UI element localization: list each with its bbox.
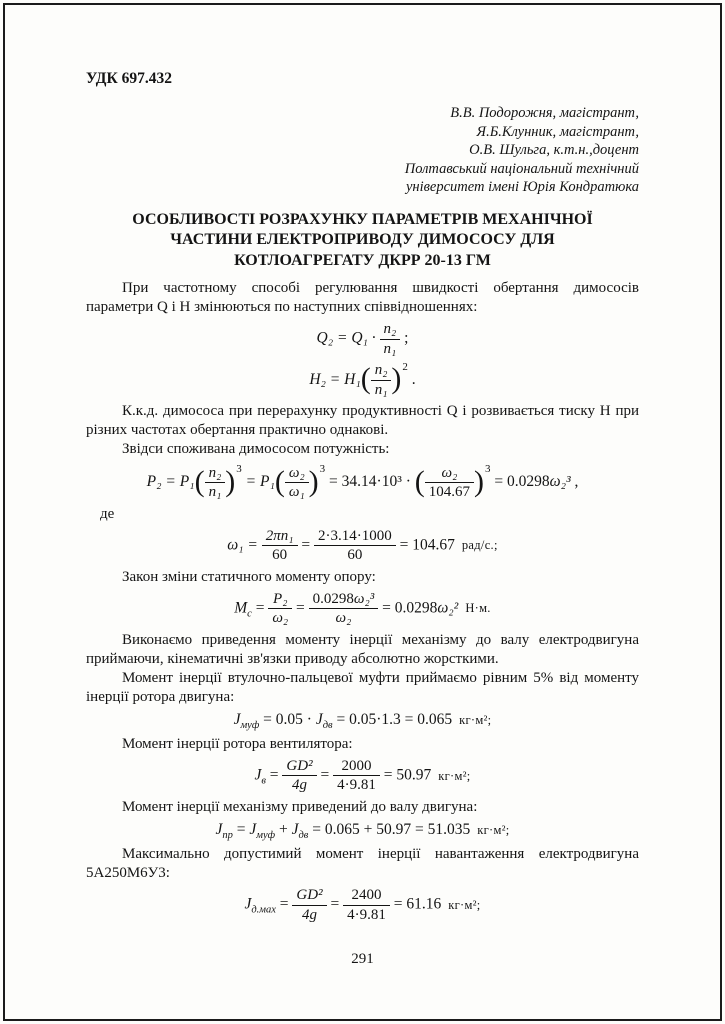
- affiliation-line: університет імені Юрія Кондратюка: [405, 179, 639, 195]
- title-line: КОТЛОАГРЕГАТУ ДКРР 20-13 ГМ: [234, 251, 491, 269]
- math-token: n₁: [371, 380, 392, 399]
- math-token: = 0.05 ·: [259, 710, 316, 728]
- paper-title: [86, 210, 639, 272]
- subscript: муф: [256, 830, 276, 842]
- paragraph-power-lead: Звідси споживана димососом потужність:: [122, 441, 390, 458]
- math-token: n₂: [208, 464, 222, 481]
- formula-h-ratio: [86, 361, 639, 398]
- formula-coupling-inertia: [86, 711, 639, 731]
- math-token: J: [315, 710, 323, 728]
- math-token: M: [234, 599, 248, 617]
- math-token: GD²: [296, 887, 323, 904]
- fraction: [371, 362, 392, 398]
- math-token: ω₁: [285, 482, 309, 501]
- math-token: =: [275, 895, 293, 913]
- units-label: кг·м²;: [448, 897, 481, 912]
- fraction: [314, 528, 396, 564]
- math-token: J: [254, 766, 262, 784]
- math-token: ;: [400, 329, 409, 347]
- formula-fan-inertia: [86, 758, 639, 794]
- math-token: = 104.67: [395, 536, 455, 554]
- math-token: n₁: [380, 339, 401, 358]
- math-token: GD²: [286, 757, 313, 774]
- open-paren: (: [194, 464, 205, 498]
- fraction: [205, 465, 226, 501]
- subscript: в: [261, 775, 266, 787]
- math-token: Q₂ = Q₁ ·: [316, 329, 380, 347]
- units-label: кг·м²;: [459, 712, 492, 727]
- affiliation-line: Полтавський національний технічний: [404, 160, 639, 177]
- open-paren: (: [414, 464, 425, 498]
- close-paren: ): [474, 464, 485, 498]
- subscript: д.мах: [251, 904, 276, 916]
- fraction: [268, 591, 292, 627]
- subscript: пр: [222, 830, 233, 842]
- math-token: = 0.05·1.3 = 0.065: [332, 710, 453, 728]
- author-line: Я.Б.Клунник, магістрант,: [476, 123, 639, 140]
- fraction: [292, 887, 326, 923]
- page-number: 291: [351, 951, 374, 967]
- subscript: дв: [322, 719, 333, 731]
- math-token: 104.67: [425, 482, 474, 501]
- formula-reduced-inertia: [86, 821, 639, 841]
- math-token: =: [251, 599, 269, 617]
- math-token: =: [232, 820, 250, 838]
- author-line: В.В. Подорожня, магістрант,: [450, 105, 639, 121]
- math-token: =: [326, 895, 344, 913]
- open-paren: (: [360, 362, 371, 396]
- math-token: 0.0298: [312, 590, 354, 607]
- exponent: 3: [319, 463, 326, 476]
- fraction: [309, 591, 379, 627]
- math-token: ω₂³: [353, 590, 375, 607]
- paragraph-where: де: [100, 505, 115, 522]
- fraction: [343, 887, 390, 923]
- math-token: = 61.16: [389, 895, 442, 913]
- math-token: = 34.14·10³ ·: [325, 473, 415, 491]
- formula-q-ratio: [86, 321, 639, 357]
- math-token: =: [316, 766, 334, 784]
- fraction: [425, 465, 474, 501]
- math-token: J: [244, 895, 252, 913]
- math-token: 2000: [341, 757, 372, 774]
- math-token: P₂: [273, 590, 288, 607]
- paragraph-intro: При частотному способі регулювання швидкості обертання димососів параметри Q і Н змінюються по наступних співвідношеннях:: [86, 280, 639, 315]
- math-token: n₂: [374, 362, 388, 379]
- units-label: рад/с.;: [461, 538, 498, 553]
- fraction: [333, 758, 380, 794]
- math-token: 60: [262, 545, 298, 564]
- authors-block: [86, 104, 639, 197]
- close-paren: ): [391, 362, 402, 396]
- math-token: = 0.0298: [490, 473, 550, 491]
- units-label: кг·м²;: [477, 822, 510, 837]
- math-token: ω₂: [309, 608, 379, 627]
- math-token: ω₂: [268, 608, 292, 627]
- math-token: .: [407, 371, 416, 388]
- fraction: [380, 321, 401, 357]
- math-token: =: [265, 766, 283, 784]
- close-paren: ): [225, 464, 236, 498]
- title-line: ЧАСТИНИ ЕЛЕКТРОПРИВОДУ ДИМОСОСУ ДЛЯ: [170, 231, 555, 248]
- math-token: J: [249, 820, 257, 838]
- subscript: с: [247, 608, 252, 620]
- exponent: 2: [402, 361, 408, 373]
- units-label: Н·м.: [465, 601, 491, 616]
- paragraph-fan-inertia-lead: Момент інерції ротора вентилятора:: [122, 735, 353, 752]
- formula-max-inertia: [86, 887, 639, 923]
- math-token: 4·9.81: [343, 905, 390, 924]
- exponent: 3: [485, 463, 491, 476]
- math-token: =: [292, 599, 309, 617]
- math-token: n₁: [205, 482, 226, 501]
- math-token: 2·3.14·1000: [318, 527, 392, 544]
- subscript: муф: [240, 719, 260, 731]
- math-token: 2πn₁: [265, 527, 294, 544]
- math-token: ω₁ =: [227, 536, 262, 554]
- paragraph-reduction: Виконаємо приведення моменту інерції механізму до валу електродвигуна приймаючи, кінематичні зв'язки приводу абсолютно жорсткими.: [86, 631, 639, 667]
- math-token: =: [297, 536, 314, 554]
- math-token: 60: [314, 545, 396, 564]
- formula-power: [86, 463, 639, 500]
- math-token: ω₂: [441, 464, 458, 481]
- math-token: J: [233, 710, 241, 728]
- units-label: кг·м²;: [438, 768, 471, 783]
- title-line: ОСОБЛИВОСТІ РОЗРАХУНКУ ПАРАМЕТРІВ МЕХАНІЧНОЇ: [132, 210, 593, 228]
- math-token: H₂ = H₁: [309, 371, 361, 388]
- math-token: 4g: [292, 905, 326, 924]
- math-token: = 50.97: [379, 766, 432, 784]
- paragraph-reduced-inertia-lead: Момент інерції механізму приведений до валу двигуна:: [122, 798, 478, 815]
- math-token: = 0.0298: [378, 599, 438, 617]
- math-token: 4·9.81: [333, 775, 380, 794]
- math-token: J: [291, 820, 299, 838]
- author-line: О.В. Шульга, к.т.н.,доцент: [469, 142, 639, 158]
- math-token: = P₁: [241, 473, 275, 491]
- math-token: +: [275, 820, 292, 838]
- math-token: 4g: [282, 775, 316, 794]
- paragraph-coupling: Момент інерції втулочно-пальцевої муфти приймаємо рівним 5% від моменту інерції ротора двигуна:: [86, 669, 639, 705]
- math-token: J: [215, 820, 223, 838]
- paragraph-efficiency: К.к.д. димососа при перерахунку продуктивності Q і розвивається тиску Н при різних частотах обертання практично однакові.: [86, 403, 639, 439]
- math-token: n₂: [383, 321, 397, 337]
- fraction: [262, 528, 298, 564]
- udc-code: УДК 697.432: [86, 70, 172, 87]
- paragraph-static-moment-lead: Закон зміни статичного моменту опору:: [122, 568, 376, 585]
- math-token: 2400: [351, 887, 382, 904]
- exponent: 3: [236, 463, 242, 476]
- subscript: дв: [298, 830, 309, 842]
- math-token: ω₂: [288, 464, 305, 481]
- page-content: [86, 70, 639, 927]
- math-token: P₂ = P₁: [146, 473, 195, 491]
- math-token: = 0.065 + 50.97 = 51.035: [308, 820, 471, 838]
- fraction: [285, 465, 309, 501]
- close-paren: ): [308, 464, 319, 498]
- math-token: ω₂²: [437, 599, 459, 617]
- math-token: [309, 591, 379, 609]
- math-token: ω₂³: [549, 473, 571, 491]
- open-paren: (: [274, 464, 285, 498]
- formula-omega1: [86, 528, 639, 564]
- formula-static-moment: [86, 591, 639, 627]
- paragraph-max-inertia-lead: Максимально допустимий момент інерції навантаження електродвигуна 5А250М6У3:: [86, 846, 639, 882]
- math-token: ,: [570, 473, 579, 491]
- fraction: [282, 758, 316, 794]
